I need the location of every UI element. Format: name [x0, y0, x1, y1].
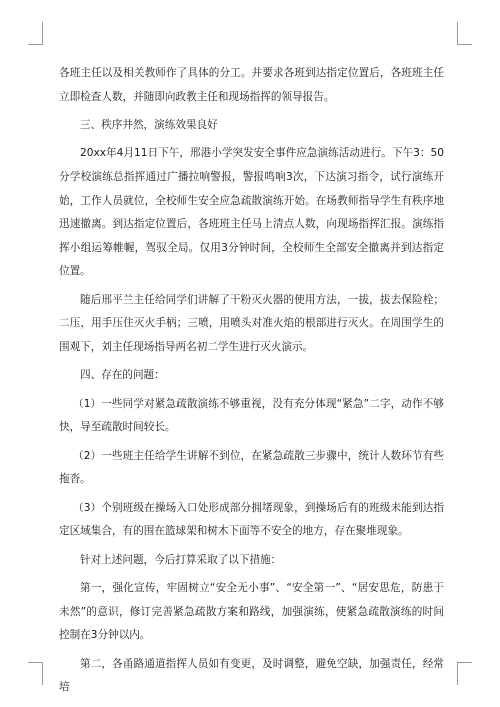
paragraph-drill-process: 20xx年4月11日下午，邢港小学突发安全事件应急演练活动进行。下午3：50分学校演练总指挥通过广播拉响警报，警报鸣响3次，下达演习指令，试行演练开始，工作人员就位，全校师生安全应急疏散演练开始。在场教师指导学生有秩序地迅速撤离。到达指定位置后，各班班主任马上清点人数，向现场指挥汇报。演练指挥小组运筹帷幄，驾驭全局。仅用3分钟时间，全校师生全部安全撤离并到达指定位置。: [59, 147, 444, 278]
crop-mark-top-left: [28, 22, 43, 45]
measure-item-1: 第一，强化宣传，牢固树立“安全无小事”、“安全第一”、“居安思危，防患于未然”的意识，修订完善紧急疏散方案和路线，加强演练，使紧急疏散演练的时间控制在3分钟以内。: [59, 582, 444, 642]
section-heading-3: 三、秩序井然，演练效果良好: [80, 118, 218, 131]
crop-mark-bottom-left: [28, 662, 43, 685]
paragraph-continuation: 各班主任以及相关教师作了具体的分工。并要求各班到达指定位置后，各班班主任立即检查人数，并随即向政教主任和现场指挥的领导报告。: [59, 67, 444, 103]
paragraph-extinguisher-demo: 随后邢平兰主任给同学们讲解了干粉灭火器的使用方法，一拔，拔去保险栓；二压，用手压住灭火手柄；三喷，用喷头对准火焰的根部进行灭火。在周围学生的围观下，刘主任现场指导两名初二学生进行灭火演示。: [59, 293, 444, 353]
section-heading-4: 四、存在的问题：: [80, 369, 165, 382]
issue-item-1: （1）一些同学对紧急疏散演练不够重视，没有充分体现“紧急”二字，动作不够快，导至疏散时间较长。: [59, 397, 444, 434]
issue-item-2: （2）一些班主任给学生讲解不到位，在紧急疏散三步骤中，统计人数环节有些拖沓。: [59, 449, 444, 486]
document-page: [59, 62, 444, 705]
measures-intro: 针对上述问题，今后打算采取了以下措施：: [80, 553, 282, 566]
crop-mark-top-right: [457, 22, 472, 45]
crop-mark-bottom-right: [457, 662, 472, 685]
issue-item-3: （3）个别班级在操场入口处形成部分拥堵现象，到操场后有的班级未能到达指定区域集合，有的围在篮球架和树木下面等不安全的地方，存在聚堆现象。: [59, 501, 444, 538]
measure-item-2: 第二，各甬路通道指挥人员如有变更，及时调整，避免空缺，加强责任，经常培: [59, 657, 444, 694]
